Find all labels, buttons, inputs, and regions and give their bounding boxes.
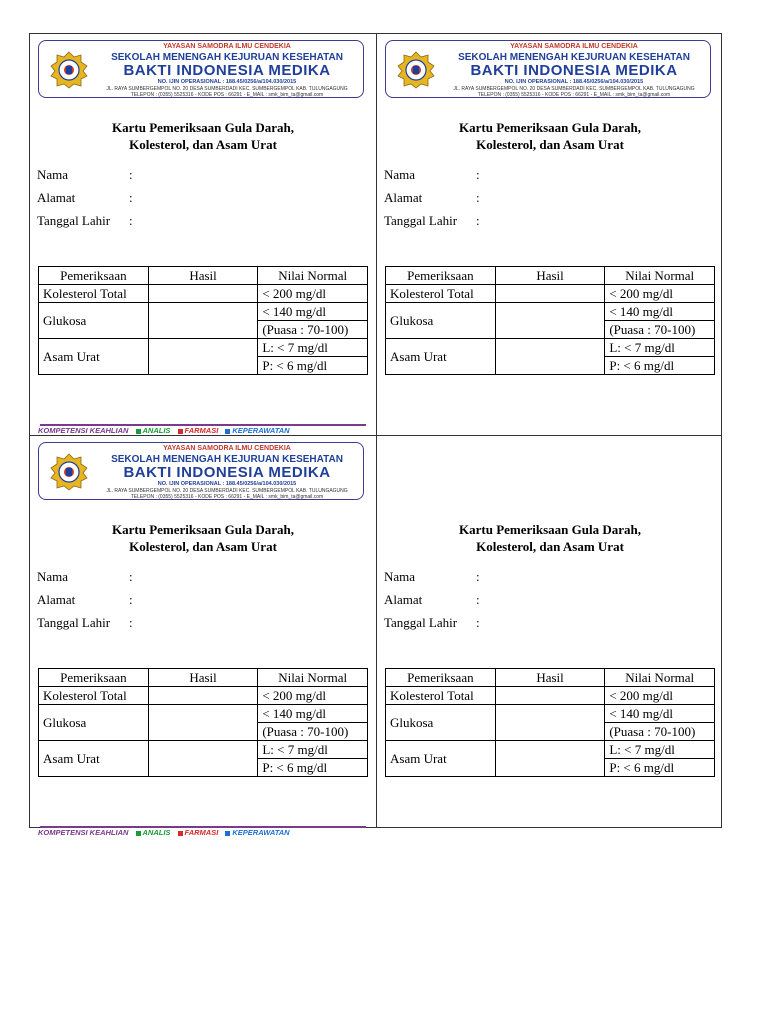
card-title-line-1: Kartu Pemeriksaan Gula Darah, (459, 120, 641, 135)
field-nama (37, 167, 133, 183)
card-title-line-1: Kartu Pemeriksaan Gula Darah, (112, 120, 294, 135)
header-cell: Pemeriksaan (39, 669, 149, 687)
field-label: Tanggal Lahir (37, 213, 111, 228)
test-name: Glukosa (39, 303, 149, 339)
field-label: Nama (37, 167, 69, 182)
field-colon: : (129, 569, 133, 584)
normal-value: < 140 mg/dl (605, 303, 715, 321)
test-name: Kolesterol Total (386, 687, 496, 705)
field-label: Alamat (384, 190, 423, 205)
results-table (38, 266, 368, 375)
school-name: BAKTI INDONESIA MEDIKA (123, 62, 331, 79)
card-title (377, 119, 723, 153)
table-row (386, 705, 715, 723)
school-header (385, 40, 711, 98)
field-nama (384, 569, 480, 585)
header-cell: Pemeriksaan (386, 267, 496, 285)
competency-footer (38, 828, 368, 837)
foundation-name: YAYASAN SAMODRA ILMU CENDEKIA (510, 43, 638, 50)
test-name: Glukosa (386, 303, 496, 339)
card-title-line-2: Kolesterol, dan Asam Urat (476, 539, 624, 554)
card-title-line-2: Kolesterol, dan Asam Urat (129, 137, 277, 152)
table-header-row (386, 267, 715, 285)
table-row (386, 285, 715, 303)
table-row (386, 741, 715, 759)
normal-value: < 140 mg/dl (605, 705, 715, 723)
test-name: Kolesterol Total (386, 285, 496, 303)
school-type: SEKOLAH MENENGAH KEJURUAN KESEHATAN (111, 454, 343, 465)
field-label: Alamat (384, 592, 423, 607)
header-cell: Hasil (148, 267, 258, 285)
test-name: Kolesterol Total (39, 687, 149, 705)
field-colon: : (476, 190, 480, 205)
field-colon: : (129, 167, 133, 182)
competency-label: KOMPETENSI KEAHLIAN (38, 828, 129, 837)
result-cell (495, 303, 605, 339)
normal-value: P: < 6 mg/dl (605, 759, 715, 777)
school-name: BAKTI INDONESIA MEDIKA (470, 62, 678, 79)
analis-square-icon (136, 429, 141, 434)
field-colon: : (476, 213, 480, 228)
field-label: Nama (37, 569, 69, 584)
school-header (38, 442, 364, 500)
table-row (39, 339, 368, 357)
header-cell: Nilai Normal (605, 669, 715, 687)
keperawatan-square-icon (225, 831, 230, 836)
competency-farmasi: FARMASI (184, 828, 219, 837)
result-cell (148, 285, 258, 303)
header-cell: Hasil (148, 669, 258, 687)
card-title-line-2: Kolesterol, dan Asam Urat (476, 137, 624, 152)
result-cell (148, 687, 258, 705)
table-row (39, 705, 368, 723)
analis-square-icon (136, 831, 141, 836)
table-row (39, 741, 368, 759)
farmasi-square-icon (178, 429, 183, 434)
result-cell (495, 705, 605, 741)
header-cell: Hasil (495, 267, 605, 285)
field-label: Nama (384, 167, 416, 182)
results-table (38, 668, 368, 777)
farmasi-square-icon (178, 831, 183, 836)
school-logo-icon (49, 51, 89, 89)
field-alamat (37, 592, 133, 608)
result-cell (495, 687, 605, 705)
field-label: Alamat (37, 190, 76, 205)
competency-footer (38, 426, 368, 435)
test-name: Asam Urat (386, 741, 496, 777)
field-colon: : (129, 190, 133, 205)
school-header (38, 40, 364, 98)
normal-value: L: < 7 mg/dl (605, 339, 715, 357)
normal-value: < 200 mg/dl (258, 687, 368, 705)
header-cell: Pemeriksaan (386, 669, 496, 687)
header-cell: Nilai Normal (258, 267, 368, 285)
school-logo-icon (49, 453, 89, 491)
normal-value: (Puasa : 70-100) (258, 723, 368, 741)
field-tanggal-lahir (37, 213, 133, 229)
card-title-line-1: Kartu Pemeriksaan Gula Darah, (459, 522, 641, 537)
header-cell: Nilai Normal (605, 267, 715, 285)
normal-value: (Puasa : 70-100) (605, 723, 715, 741)
test-name: Glukosa (39, 705, 149, 741)
test-name: Kolesterol Total (39, 285, 149, 303)
header-cell: Hasil (495, 669, 605, 687)
header-cell: Nilai Normal (258, 669, 368, 687)
school-logo-icon (396, 51, 436, 89)
field-colon: : (129, 615, 133, 630)
card-title (30, 119, 376, 153)
field-label: Nama (384, 569, 416, 584)
table-row (39, 303, 368, 321)
school-contact: TELEPON : (0355) 5525316 - KODE POS : 66291 - E_MAIL : smk_bim_ta@gmail.com (477, 92, 671, 98)
permit-number: NO. IJIN OPERASIONAL : 188.45/0256/a/104.030/2015 (157, 79, 297, 85)
field-label: Alamat (37, 592, 76, 607)
table-header-row (39, 267, 368, 285)
table-header-row (386, 669, 715, 687)
normal-value: L: < 7 mg/dl (258, 741, 368, 759)
competency-keperawatan: KEPERAWATAN (232, 828, 290, 837)
normal-value: L: < 7 mg/dl (605, 741, 715, 759)
permit-number: NO. IJIN OPERASIONAL : 188.45/0256/a/104.030/2015 (504, 79, 644, 85)
school-contact: TELEPON : (0355) 5525316 - KODE POS : 66291 - E_MAIL : smk_bim_ta@gmail.com (130, 494, 324, 500)
field-tanggal-lahir (384, 615, 480, 631)
field-colon: : (476, 167, 480, 182)
field-alamat (37, 190, 133, 206)
field-alamat (384, 190, 480, 206)
table-row (386, 303, 715, 321)
keperawatan-square-icon (225, 429, 230, 434)
school-address: JL. RAYA SUMBERGEMPOL NO. 20 DESA SUMBERDADI KEC. SUMBERGEMPOL KAB. TULUNGAGUNG (453, 86, 695, 92)
table-header-row (39, 669, 368, 687)
field-colon: : (476, 592, 480, 607)
school-address: JL. RAYA SUMBERGEMPOL NO. 20 DESA SUMBERDADI KEC. SUMBERGEMPOL KAB. TULUNGAGUNG (106, 488, 348, 494)
field-nama (37, 569, 133, 585)
field-colon: : (476, 569, 480, 584)
normal-value: L: < 7 mg/dl (258, 339, 368, 357)
footer-divider (40, 826, 366, 828)
field-tanggal-lahir (384, 213, 480, 229)
header-cell: Pemeriksaan (39, 267, 149, 285)
result-cell (148, 303, 258, 339)
normal-value: (Puasa : 70-100) (258, 321, 368, 339)
results-table (385, 266, 715, 375)
card-sheet (29, 33, 722, 837)
card-bottom-left (30, 436, 376, 836)
test-name: Glukosa (386, 705, 496, 741)
test-name: Asam Urat (386, 339, 496, 375)
test-name: Asam Urat (39, 741, 149, 777)
field-label: Tanggal Lahir (384, 213, 458, 228)
normal-value: (Puasa : 70-100) (605, 321, 715, 339)
normal-value: < 200 mg/dl (258, 285, 368, 303)
table-row (39, 285, 368, 303)
normal-value: P: < 6 mg/dl (258, 357, 368, 375)
result-cell (495, 741, 605, 777)
field-tanggal-lahir (37, 615, 133, 631)
card-top-right (377, 34, 723, 434)
competency-analis: ANALIS (142, 426, 171, 435)
field-nama (384, 167, 480, 183)
foundation-name: YAYASAN SAMODRA ILMU CENDEKIA (163, 43, 291, 50)
table-row (386, 687, 715, 705)
results-table (385, 668, 715, 777)
table-row (386, 339, 715, 357)
field-alamat (384, 592, 480, 608)
result-cell (148, 741, 258, 777)
permit-number: NO. IJIN OPERASIONAL : 188.45/0256/a/104.030/2015 (157, 481, 297, 487)
result-cell (148, 339, 258, 375)
field-colon: : (129, 213, 133, 228)
normal-value: P: < 6 mg/dl (258, 759, 368, 777)
card-title-line-2: Kolesterol, dan Asam Urat (129, 539, 277, 554)
school-type: SEKOLAH MENENGAH KEJURUAN KESEHATAN (458, 52, 690, 63)
table-row (39, 687, 368, 705)
field-colon: : (476, 615, 480, 630)
field-label: Tanggal Lahir (384, 615, 458, 630)
normal-value: < 200 mg/dl (605, 687, 715, 705)
normal-value: < 200 mg/dl (605, 285, 715, 303)
competency-farmasi: FARMASI (184, 426, 219, 435)
school-address: JL. RAYA SUMBERGEMPOL NO. 20 DESA SUMBERDADI KEC. SUMBERGEMPOL KAB. TULUNGAGUNG (106, 86, 348, 92)
card-title (30, 521, 376, 555)
card-bottom-right (377, 436, 723, 836)
card-title-line-1: Kartu Pemeriksaan Gula Darah, (112, 522, 294, 537)
competency-analis: ANALIS (142, 828, 171, 837)
competency-keperawatan: KEPERAWATAN (232, 426, 290, 435)
card-title (377, 521, 723, 555)
field-label: Tanggal Lahir (37, 615, 111, 630)
field-colon: : (129, 592, 133, 607)
school-name: BAKTI INDONESIA MEDIKA (123, 464, 331, 481)
foundation-name: YAYASAN SAMODRA ILMU CENDEKIA (163, 445, 291, 452)
school-type: SEKOLAH MENENGAH KEJURUAN KESEHATAN (111, 52, 343, 63)
result-cell (495, 285, 605, 303)
card-top-left (30, 34, 376, 434)
result-cell (495, 339, 605, 375)
normal-value: < 140 mg/dl (258, 303, 368, 321)
school-contact: TELEPON : (0355) 5525316 - KODE POS : 66291 - E_MAIL : smk_bim_ta@gmail.com (130, 92, 324, 98)
result-cell (148, 705, 258, 741)
test-name: Asam Urat (39, 339, 149, 375)
normal-value: P: < 6 mg/dl (605, 357, 715, 375)
competency-label: KOMPETENSI KEAHLIAN (38, 426, 129, 435)
footer-divider (40, 424, 366, 426)
normal-value: < 140 mg/dl (258, 705, 368, 723)
